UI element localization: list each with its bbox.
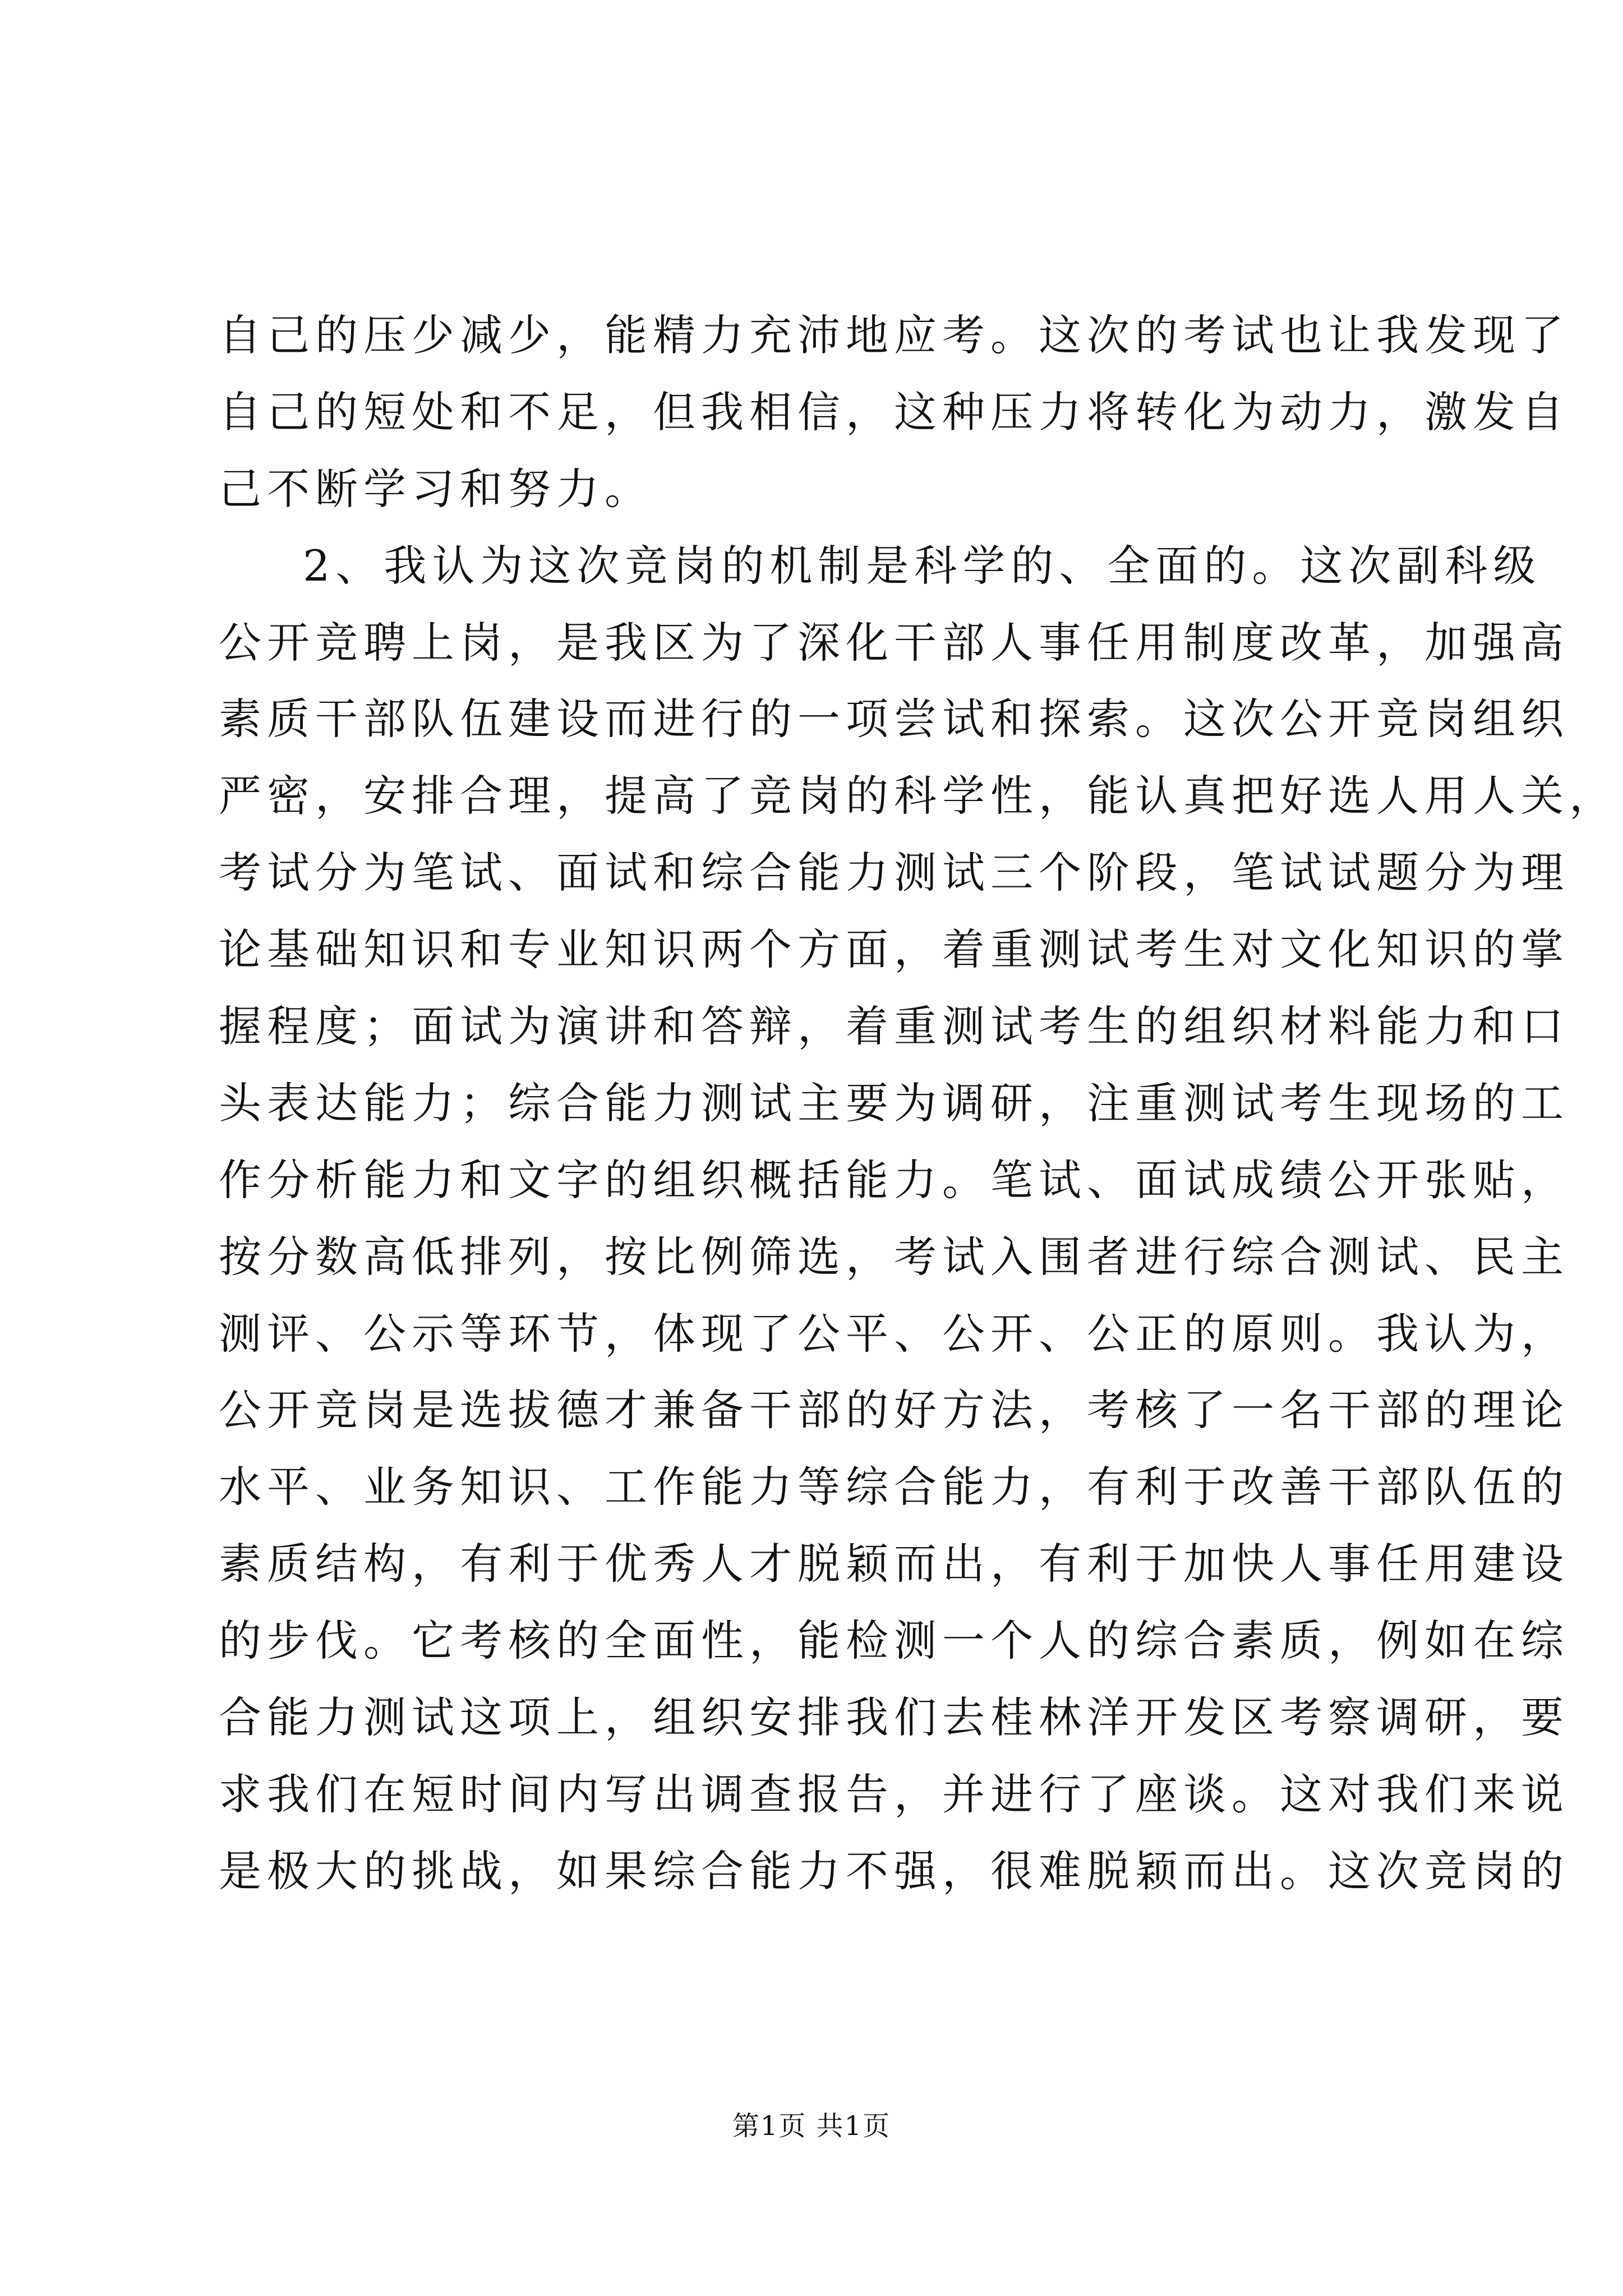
text-line: 的步伐。它考核的全面性，能检测一个人的综合素质，例如在综 (219, 1616, 1569, 1666)
body-text (219, 297, 1617, 1910)
text-line: 求我们在短时间内写出调查报告，并进行了座谈。这对我们来说 (219, 1769, 1569, 1819)
text-line: 按分数高低排列，按比例筛选，考试入围者进行综合测试、民主 (219, 1231, 1569, 1282)
text-line: 素质干部队伍建设而进行的一项尝试和探索。这次公开竞岗组织 (219, 694, 1569, 744)
text-line: 考试分为笔试、面试和综合能力测试三个阶段，笔试试题分为理 (219, 848, 1569, 898)
text-line: 作分析能力和文字的组织概括能力。笔试、面试成绩公开张贴， (219, 1154, 1569, 1205)
text-line: 头表达能力；综合能力测试主要为调研，注重测试考生现场的工 (219, 1078, 1569, 1128)
paragraph-start-line: 2、我认为这次竞岗的机制是科学的、全面的。这次副科级 (303, 540, 1542, 591)
text-line: 论基础知识和专业知识两个方面，着重测试考生对文化知识的掌 (219, 924, 1569, 975)
page-footer: 第1页 共1页 (732, 2110, 891, 2142)
text-line: 握程度；面试为演讲和答辩，着重测试考生的组织材料能力和口 (219, 1001, 1569, 1052)
text-line: 自己的压少减少，能精力充沛地应考。这次的考试也让我发现了 (219, 310, 1569, 360)
text-line: 是极大的挑战，如果综合能力不强，很难脱颖而出。这次竞岗的 (219, 1846, 1569, 1896)
text-line: 公开竞聘上岗，是我区为了深化干部人事任用制度改革，加强高 (219, 617, 1569, 668)
text-line: 公开竞岗是选拔德才兼备干部的好方法，考核了一名干部的理论 (219, 1385, 1569, 1435)
text-line: 严密，安排合理，提高了竞岗的科学性，能认真把好选人用人关， (219, 771, 1617, 821)
text-line: 己不断学习和努力。 (219, 463, 653, 514)
text-line: 合能力测试这项上，组织安排我们去桂林洋开发区考察调研，要 (219, 1692, 1569, 1743)
text-line: 自己的短处和不足，但我相信，这种压力将转化为动力，激发自 (219, 386, 1569, 437)
text-line: 素质结构，有利于优秀人才脱颖而出，有利于加快人事任用建设 (219, 1539, 1569, 1589)
text-line: 测评、公示等环节，体现了公平、公开、公正的原则。我认为， (219, 1308, 1569, 1359)
text-line: 水平、业务知识、工作能力等综合能力，有利于改善干部队伍的 (219, 1462, 1569, 1512)
